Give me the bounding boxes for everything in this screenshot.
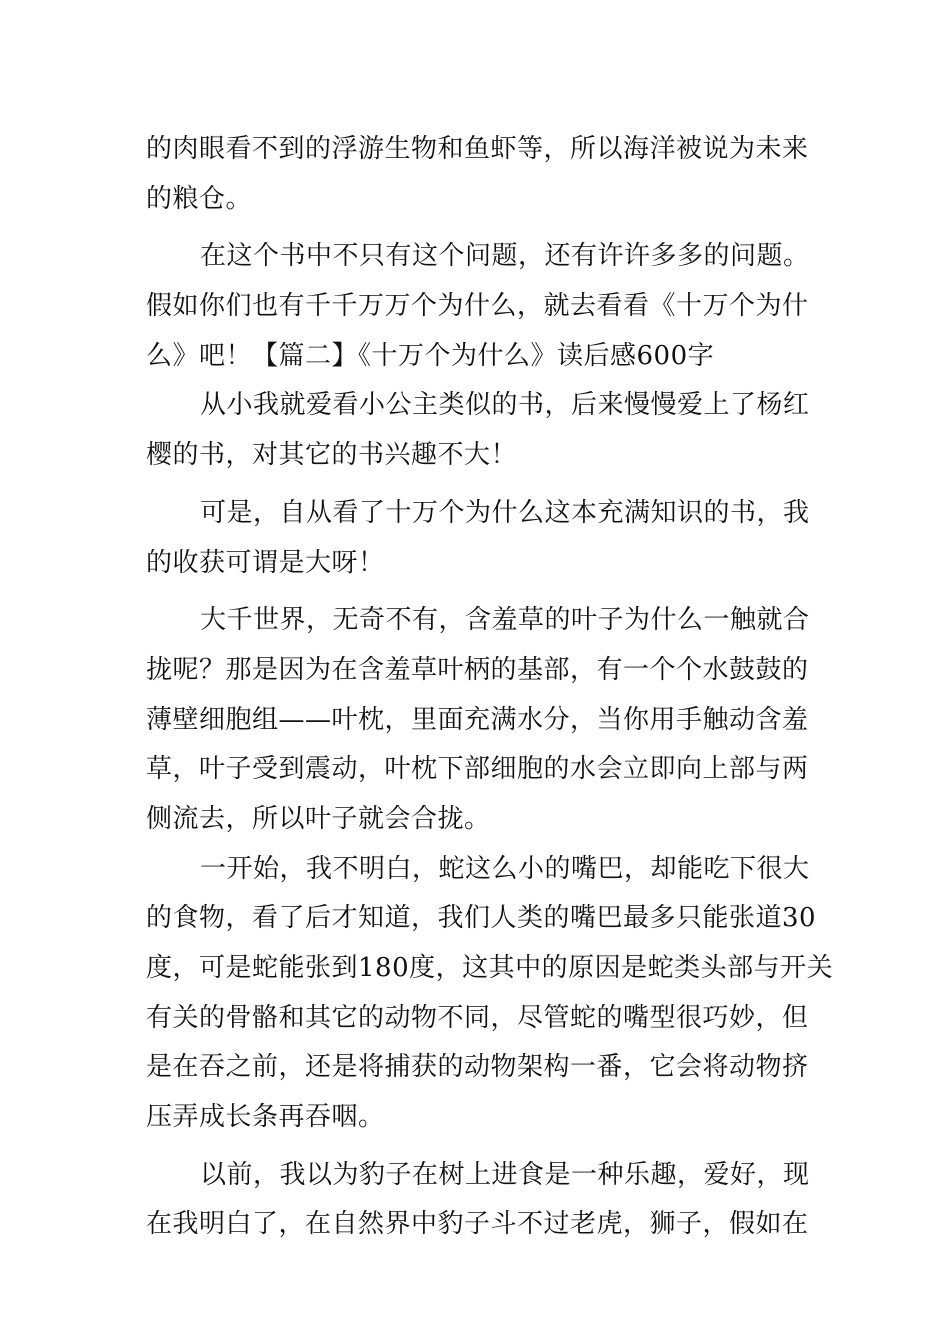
paragraph-start-line: 以前，我以为豹子在树上进食是一种乐趣，爱好，现 xyxy=(200,1159,810,1190)
paragraph-start-line: 可是，自从看了十万个为什么这本充满知识的书，我 xyxy=(200,497,810,528)
text-line: 拢呢？那是因为在含羞草叶柄的基部，有一个个水鼓鼓的 xyxy=(146,654,809,685)
text-line: 度，可是蛇能张到180度，这其中的原因是蛇类头部与开关 xyxy=(146,953,834,983)
paragraph-start-line: 在这个书中不只有这个问题，还有许许多多的问题。 xyxy=(200,241,810,272)
text-line: 压弄成长条再吞咽。 xyxy=(146,1102,385,1133)
text-line: 的肉眼看不到的浮游生物和鱼虾等，所以海洋被说为未来 xyxy=(146,134,809,164)
text-line: 的粮仓。 xyxy=(146,183,253,214)
text-line: 侧流去，所以叶子就会合拢。 xyxy=(146,803,491,834)
paragraph-start-line: 大千世界，无奇不有，含羞草的叶子为什么一触就合 xyxy=(200,605,810,636)
text-line: 假如你们也有千千万万个为什么，就去看看《十万个为什 xyxy=(146,291,809,322)
text-line: 薄壁细胞组——叶枕，里面充满水分，当你用手触动含羞 xyxy=(146,704,809,735)
text-line: 的食物，看了后才知道，我们人类的嘴巴最多只能张道30 xyxy=(146,903,817,934)
document-body xyxy=(146,125,834,1250)
paragraph-start-line: 从小我就爱看小公主类似的书，后来慢慢爱上了杨红 xyxy=(200,390,810,421)
text-line: 是在吞之前，还是将捕获的动物架构一番，它会将动物挤 xyxy=(146,1052,809,1083)
text-line: 有关的骨骼和其它的动物不同，尽管蛇的嘴型很巧妙，但 xyxy=(146,1002,809,1033)
text-line: 樱的书，对其它的书兴趣不大！ xyxy=(146,440,518,471)
paragraph-start-line: 一开始，我不明白，蛇这么小的嘴巴，却能吃下很大 xyxy=(200,853,810,884)
text-line: 么》吧！【篇二】《十万个为什么》读后感600字 xyxy=(146,340,715,371)
text-line: 在我明白了，在自然界中豹子斗不过老虎，狮子，假如在 xyxy=(146,1209,809,1240)
text-line: 草，叶子受到震动，叶枕下部细胞的水会立即向上部与两 xyxy=(146,754,809,785)
text-line: 的收获可谓是大呀！ xyxy=(146,547,385,578)
